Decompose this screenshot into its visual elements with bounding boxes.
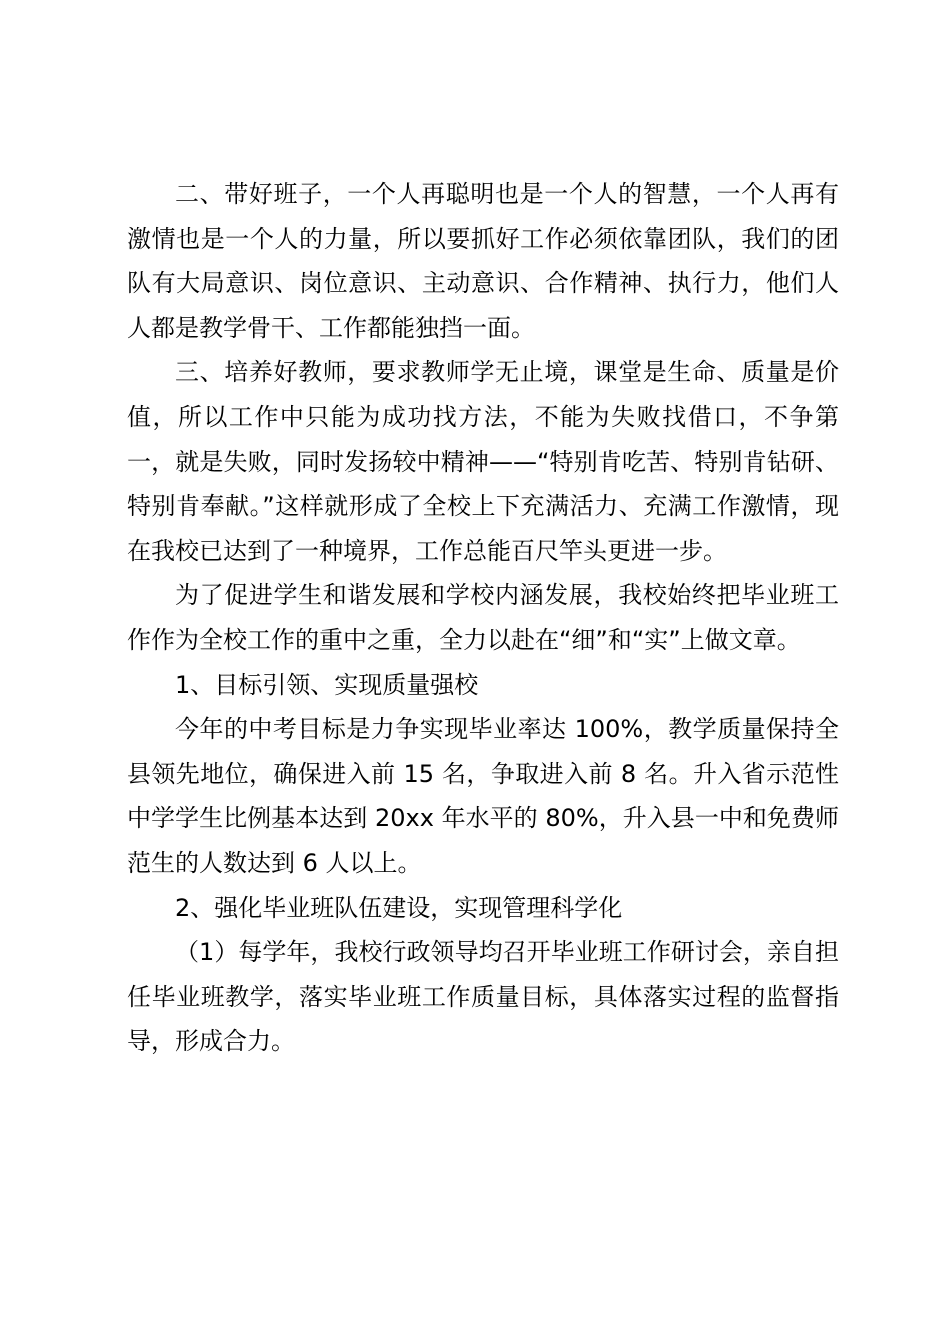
heading-team-management: 2、强化毕业班队伍建设，实现管理科学化: [175, 893, 623, 922]
paragraph-team-building: 二、带好班子，一个人再聪明也是一个人的智慧，一个人再有激情也是一个人的力量，所以要抓好工作必须依靠团队，我们的团队有大局意识、岗位意识、主动意识、合作精神、执行力，他们人人都是教学骨干、工作都能独挡一面。: [127, 180, 839, 342]
paragraph-graduating-class-priority: 为了促进学生和谐发展和学校内涵发展，我校始终把毕业班工作作为全校工作的重中之重，全力以赴在“细”和“实”上做文章。: [127, 581, 839, 654]
heading-goal-guidance: 1、目标引领、实现质量强校: [175, 670, 479, 699]
document-body: [127, 172, 839, 1064]
paragraph-exam-targets: 今年的中考目标是力争实现毕业率达 100%，教学质量保持全县领先地位，确保进入前 15 名，争取进入前 8 名。升入省示范性中学学生比例基本达到 20xx 年水平的 80%，升入县一中和免费师范生的人数达到 6 人以上。: [127, 715, 839, 877]
paragraph-teacher-training: 三、培养好教师，要求教师学无止境，课堂是生命、质量是价值，所以工作中只能为成功找方法，不能为失败找借口，不争第一，就是失败，同时发扬较中精神——“特别肯吃苦、特别肯钻研、特别肯奉献。”这样就形成了全校上下充满活力、充满工作激情，现在我校已达到了一种境界，工作总能百尺竿头更进一步。: [127, 358, 839, 565]
paragraph-leadership-seminar: （1）每学年，我校行政领导均召开毕业班工作研讨会，亲自担任毕业班教学，落实毕业班工作质量目标，具体落实过程的监督指导，形成合力。: [127, 938, 839, 1056]
